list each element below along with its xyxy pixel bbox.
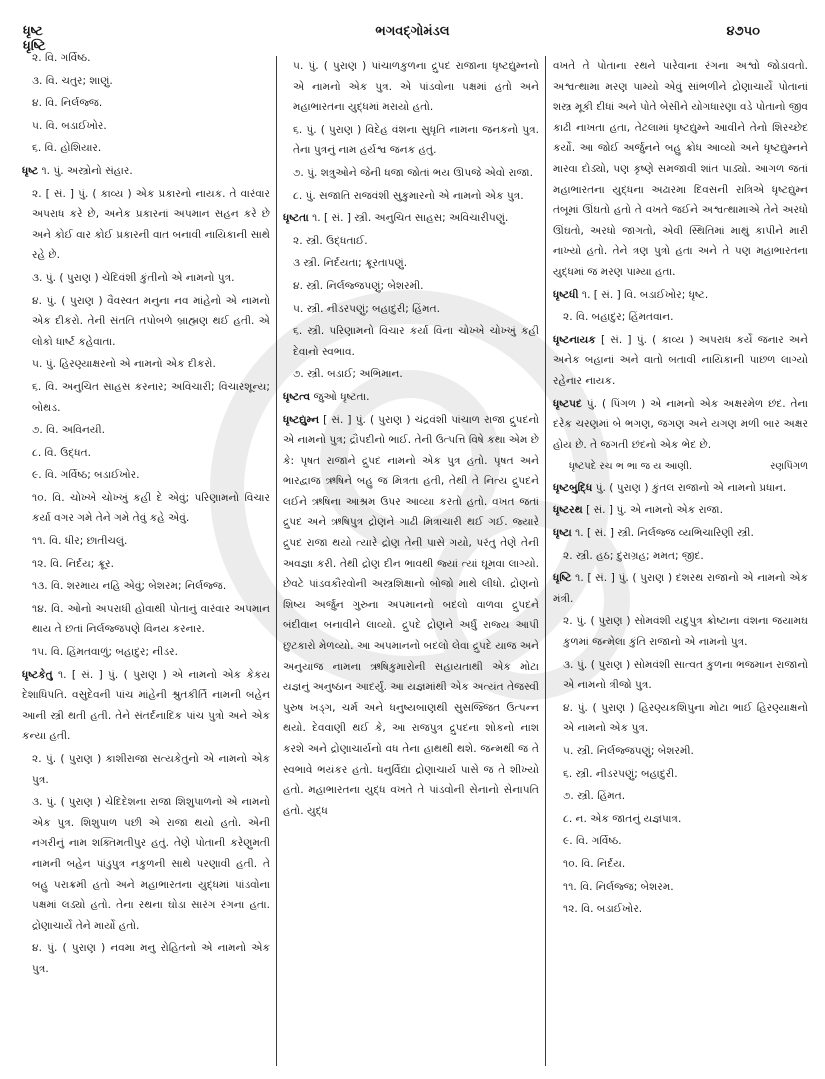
page-header [0, 24, 825, 54]
sense-definition: ૨. વિ. બહાદુર; હિંમતવાન. [563, 311, 674, 324]
entry-definition: [ સં. ] પું. ( કાવ્ય ) અપરાધ કર્યે જનાર અને અનેક બહાનાં અને વાતો બતાવી નાયિકાની પાછળ લાગ્યો રહેનાર નાયક. [553, 333, 808, 387]
sense-definition: ૪. વિ. નિર્લજ્જ. [32, 97, 103, 110]
dictionary-entry [553, 285, 808, 306]
headword: ધૃષ્ટ [22, 164, 39, 177]
sense-definition: ૪. પું. ( પુરાણ ) નવમા મનુ રોહિતનો એ નામનો એક પુત્ર. [32, 942, 270, 975]
entry-definition: [ સં. ] પું. એ નામનો એક રાજા. [582, 504, 724, 517]
column-divider [545, 56, 546, 1066]
sense-definition: ૧૧. વિ. ધીર; છાતીચલું. [32, 535, 128, 548]
dictionary-entry [553, 330, 808, 392]
headword: ધૃષ્ટબુદ્ધિ [553, 481, 593, 494]
dictionary-entry [553, 500, 808, 521]
page-title: ભગવદ્ગોમંડલ [375, 24, 450, 39]
headword: ધૃષ્ટકેતુ [22, 668, 53, 681]
sense-definition: ૩. પું. ( પુરાણ ) ચેદિદેશના રાજા શિશુપાળનો એ નામનો એક પુત્ર. શિશુપાળ પછી એ રાજા થયો હતો. એની નગરીનું નામ શક્તિમતીપુર હતું. તેણે પોતાની કરેણુમતી નામની બહેન પાંડુપુત્ર નકુળની સાથે પરણાવી હતી. તે બહુ પરાક્રમી હતો અને મહાભારતના યુદ્ધમાં પાંડવોના પક્ષમાં લડ્યો હતો. તેના રથના ઘોડા સારંગ રંગના હતા. દ્રોણાચાર્યે તેને માર્યો હતો. [32, 796, 270, 932]
sense-definition: ૨. સ્ત્રી. હઠ; દુરાગ્રહ; મમત; જીદ. [563, 549, 704, 562]
headword: ધૃષ્ટધી [553, 288, 579, 301]
page-number: ૪૭૫૦ [726, 24, 760, 39]
citation-quote [553, 457, 808, 478]
dictionary-entry [22, 665, 270, 747]
dictionary-entry [283, 208, 539, 229]
headword: ધૃષ્ટત્વ [283, 390, 311, 403]
sense-definition: ૫. સ્ત્રી. નીડરપણું; બહાદુરી; હિંમત. [293, 302, 440, 315]
sense-definition: ૧૦. વિ. ચોખ્ખે ચોખ્ખું કહી દે એવું; પરિણામનો વિચાર કર્યા વગર ગમે તેને ગમે તેવું કહે એવું. [32, 491, 270, 525]
sense-definition: ૭. પું. શત્રુઓને જેની ધજા જોતાં ભય ઊપજે એવો રાજા. [293, 166, 533, 179]
continued-paragraph: વખતે તે પોતાના રથને પારેવાના રંગના અશ્વો જોડાવતો. અશ્વત્થામા મરણ પામ્યો એવું સાંભળીને દ્રોણાચાર્યે પોતાનાં શસ્ત્ર મૂકી દીધાં અને પોતે બેસીને યોગધારણા વડે પોતાનો જીવ કાઢી નાખતા હતા, તેટલામાં ધૃષ્ટદ્યુમ્ને આવીને તેનો શિરચ્છેદ કર્યો. આ જોઈ અર્જુનને બહુ ક્રોધ આવ્યો અને ધૃષ્ટદ્યુમ્નને મારવા દોડ્યો, પણ કૃષ્ણે સમજાવી શાંત પાડ્યો. આગળ જતાં મહાભારતના યુદ્ધના અઢારમા દિવસની રાત્રિએ ધૃષ્ટદ્યુમ્ન તંબૂમાં ઊંઘતો હતો તે વખતે જઈને અશ્વત્થામાએ તેને અરધો ઊંઘતો, અરધો જાગતો, એવી સ્થિતિમાં માથું કાપીને મારી નાખ્યો હતો. તેને ત્રણ પુત્રો હતા અને તે પણ મહાભારતના યુદ્ધમાં જ મરણ પામ્યા હતા. [553, 60, 809, 278]
quote-source: રણપિંગળ [770, 461, 808, 473]
sense-definition: ૧૧. વિ. નિર્લજ્જ; બેશરમ. [563, 880, 674, 893]
dictionary-entry [553, 478, 808, 499]
sense-definition: ૫. પું. હિરણ્યાક્ષરનો એ નામનો એક દીકરો. [32, 358, 216, 371]
column-left [22, 48, 270, 982]
entry-definition: ૧. પું. અસ્ત્રોનો સંહાર. [38, 164, 133, 177]
entry-definition: [ સં. ] પું. ( પુરાણ ) ચંદ્રવંશી પાંચાળ રાજા દ્રુપદનો એ નામનો પુત્ર; દ્રૌપદીનો ભાઈ. તેની ઉત્પત્તિ વિષે કથા એમ છે કે: પૃષત રાજાને દ્રુપદ નામનો એક પુત્ર હતો. પૃષત અને ભારદ્વાજ ઋષિને બહુ જ મિત્રતા હતી, તેથી તે નિત્ય દ્રુપદને લઈને ઋષિના આશ્રમ ઉપર આવ્યા કરતો હતો. વખત જતાં દ્રુપદ અને ઋષિપુત્ર દ્રોણને ગાઢી મિત્રાચારી થઈ ગઈ. જ્યારે દ્રુપદ રાજા થયો ત્યારે દ્રોણ તેની પાસે ગયો, પરંતુ તેણે તેની અવજ્ઞા કરી. તેથી દ્રોણ દીન ભાવથી જ્યાં ત્યાં ઘૂમવા લાગ્યો. છેવટે પાંડવકૌરવોની અસ્ત્રશિક્ષાનો બોજો માથે લીધો. દ્રોણનો શિષ્ય અર્જુન ગુરુના અપમાનનો બદલો વાળવા દ્રુપદને બંદીવાન બનાવીને લાવ્યો. દ્રુપદે દ્રોણને અર્ધું રાજ્ય આપી છુટકારો મેળવ્યો. આ અપમાનનો બદલો લેવા દ્રુપદે યાજ અને અનુયાજ નામના ઋષિકુમારોની સહાયતાથી એક મોટા યજ્ઞનું અનુષ્ઠાન આદર્યું. આ યજ્ઞમાંથી એક અત્યંત તેજસ્વી પુરુષ ખડ્ગ, ચર્મ અને ધનુષ્યબાણથી સુસજ્જિત ઉત્પન્ન થયો. દેવવાણી થઈ કે, આ રાજપુત્ર દ્રુપદના શોકનો નાશ કરશે અને દ્રોણાચાર્યનો વધ તેના હાથથી થશે. જન્મથી જ તે સ્વભાવે ભયંકર હતો. ધનુર્વિદ્યા દ્રોણાચાર્ય પાસે જ તે શીખ્યો હતો. મહાભારતના યુદ્ધ વખતે તે પાંડવોની સેનાનો સેનાપતિ હતો. યુદ્ધ [283, 413, 539, 817]
headword: ધૃષ્ટનાયક [553, 333, 596, 346]
dictionary-entry [553, 568, 808, 609]
sense-definition: ૬. વિ. અનુચિત સાહસ કરનાર; અવિચારી; વિચારશૂન્ય; બોથડ. [32, 380, 270, 414]
guide-word-first: ધૃષ્ટ [23, 24, 43, 39]
sense-definition: ૭. સ્ત્રી. હિંમત. [563, 790, 626, 803]
sense-definition: ૧૦. વિ. નિર્દય. [563, 857, 626, 870]
entry-definition: ૧. [ સં. ] સ્ત્રી. અનુચિત સાહસ; અવિચારીપણું. [308, 212, 509, 225]
sense-definition: ૭. સ્ત્રી. બડાઈ; અભિમાન. [293, 368, 403, 381]
dictionary-entry [283, 387, 539, 408]
sense-definition: ૧૩. વિ. શરમાય નહિ એવું; બેશરમ; નિર્લજ્જ. [32, 580, 227, 593]
entry-definition: ૧. [ સં. ] સ્ત્રી. નિર્લજ્જ વ્યભિચારિણી સ્ત્રી. [571, 527, 754, 540]
sense-definition: ૧૫. વિ. હિંમતવાળું; બહાદુર; નીડર. [32, 646, 178, 659]
entry-definition: ૧. [ સં. ] વિ. બડાઈખોર; ધૃષ્ટ. [578, 288, 709, 301]
sense-definition: ૯. વિ. ગર્વિષ્ઠ. [563, 835, 622, 848]
sense-definition: ૯. વિ. ગર્વિષ્ઠ; બડાઈખોર. [32, 469, 140, 482]
sense-definition: ૧૨. વિ. નિર્દય; ક્રૂર. [32, 557, 115, 570]
dictionary-entry [283, 410, 539, 822]
sense-definition: ૨. પું. ( પુરાણ ) કાશીરાજા સત્યકેતુનો એ નામનો એક પુત્ર. [32, 753, 270, 786]
sense-definition: ૫. વિ. બડાઈખોર. [32, 119, 107, 132]
sense-definition: ૫. પું. ( પુરાણ ) પાંચાળકુળના દ્રુપદ રાજાના ધૃષ્ટદ્યુમ્નનો એ નામનો એક પુત્ર. એ પાંડવોના પક્ષમાં હતો અને મહાભારતના યુદ્ધમાં મરાયો હતો. [293, 60, 539, 114]
entry-definition: ૧. [ સં. ] પું. ( પુરાણ ) એ નામનો એક કેકય દેશાધિપતિ. વસુદેવની પાંચ માંહેની શ્રુતકીર્તિ નામની બહેન આની સ્ત્રી થતી હતી. તેને સંતર્દનાદિક પાંચ પુત્રો અને એક કન્યા હતી. [22, 668, 270, 743]
sense-definition: ૧૪. વિ. ઓનો અપરાધી હોવાથી પોતાનું વારંવાર અપમાન થાય તે છતાં નિર્લજ્જપણે વિનય કરનાર. [32, 602, 270, 636]
dictionary-entry [553, 394, 808, 456]
sense-definition: ૪. પું. ( પુરાણ ) હિરણ્યકશિપુના મોટા ભાઈ હિરણ્યાક્ષનો એ નામનો એક પુત્ર. [563, 701, 808, 735]
sense-definition: ૪. પું. ( પુરાણ ) વૈવસ્વત મનુના નવ માંહેનો એ નામનો એક દીકરો. તેની સંતતિ તપોબળે બ્રાહ્મણ થઈ હતી. એ લોકો ધાર્ષ્ટ કહેવાતા. [32, 294, 270, 348]
sense-definition: ૭. વિ. અવિનયી. [32, 424, 105, 437]
sense-definition: ૬. સ્ત્રી. પરિણામનો વિચાર કર્યા વિના ચોખ્ખે ચોખ્ખું કહી દેવાનો સ્વભાવ. [293, 325, 539, 358]
headword: ધૃષ્ટદ્યુમ્ન [283, 413, 320, 426]
entry-definition: જુઓ ધૃષ્ટતા. [310, 390, 370, 403]
sense-definition: ૩. વિ. ચતુર; શાણું. [32, 74, 113, 87]
entry-definition: ૧. [ સં. ] પું. ( પુરાણ ) દશરથ રાજાનો એ નામનો એક મંત્રી. [553, 572, 808, 605]
sense-definition: ૩. પું. ( પુરાણ ) સોમવંશી સાત્વત કુળના ભજમાન રાજાનો એ નામનો ત્રીજો પુત્ર. [563, 658, 808, 692]
sense-definition: ૨. [ સં. ] પું. ( કાવ્ય ) એક પ્રકારનો નાયક. તે વારંવાર અપરાધ કરે છે, અનેક પ્રકારનાં અપમાન સહન કરે છે અને કોઈ વાર કોઈ પ્રકારની વાત બનાવી નાયિકાની સાથે રહે છે. [32, 187, 270, 262]
quote-text: ધૃષ્ટપદે રચ ભ ભા જ ય આણી. [569, 461, 693, 473]
sense-definition: ૫. સ્ત્રી. નિર્લજ્જપણું; બેશરમી. [563, 745, 694, 757]
sense-definition: ૨. સ્ત્રી. ઉદ્ધતાઈ. [293, 234, 368, 247]
headword: ધૃષ્ટપદ [553, 397, 582, 410]
sense-definition: ૨. વિ. ગર્વિષ્ઠ. [32, 52, 91, 64]
headword: ધૃષ્ટતા [283, 212, 309, 225]
column-middle [283, 56, 539, 823]
sense-definition: ૧૨. વિ. બડાઈખોર. [563, 903, 643, 916]
sense-definition: ૪. સ્ત્રી. નિર્લજ્જપણું; બેશરમી. [293, 279, 424, 292]
dictionary-entry [22, 161, 270, 182]
entry-definition: પું. ( પિંગળ ) એ નામનો એક અક્ષરમેળ છંદ. તેના દરેક ચરણમાં બે ભગણ, જગણ અને યગણ મળી બાર અક્ષર હોય છે. તે જગતી છંદનો એક ભેદ છે. [553, 397, 808, 451]
guide-word-last: ધૃષ્ટિ [23, 39, 46, 54]
sense-definition: ૩ સ્ત્રી. નિર્દયતા; ક્રૂરતાપણું. [293, 257, 408, 270]
sense-definition: ૬. પું. ( પુરાણ ) વિદેહ વંશના સુધૃતિ નામના જનકનો પુત્ર. તેના પુત્રનું નામ હર્યશ્વ જનક હતું. [293, 123, 539, 157]
sense-definition: ૬. સ્ત્રી. નીડરપણું; બહાદુરી. [563, 767, 678, 780]
headword: ધૃષ્ટા [553, 527, 572, 540]
sense-definition: ૮. વિ. ઉદ્ધત. [32, 446, 91, 459]
column-divider [276, 56, 277, 1066]
sense-definition: ૨. પું. ( પુરાણ ) સોમવંશી યદુપુત્ર ક્રોષ્ટાના વંશના જયામઘ કુળમાં જન્મેલા કુંતિ રાજાનો એ નામનો પુત્ર. [563, 615, 808, 649]
sense-definition: ૩. પું. ( પુરાણ ) ચેદિવંશી કુંતીનો એ નામનો પુત્ર. [32, 271, 235, 284]
sense-definition: ૬. વિ. હોશિયાર. [32, 142, 102, 155]
headword: ધૃષ્ટિ [553, 572, 572, 585]
entry-definition: પું. ( પુરાણ ) કુંતલ રાજાનો એ નામનો પ્રધાન. [592, 481, 787, 494]
sense-definition: ૮. ન. એક જાતનું યજ્ઞપાત્ર. [563, 812, 682, 825]
headword: ધૃષ્ટરથ [553, 504, 583, 517]
column-right [553, 56, 808, 922]
dictionary-entry [553, 523, 808, 544]
sense-definition: ૮. પું. સજાતિ રાજવંશી સુકુમારનો એ નામનો એક પુત્ર. [293, 189, 524, 202]
